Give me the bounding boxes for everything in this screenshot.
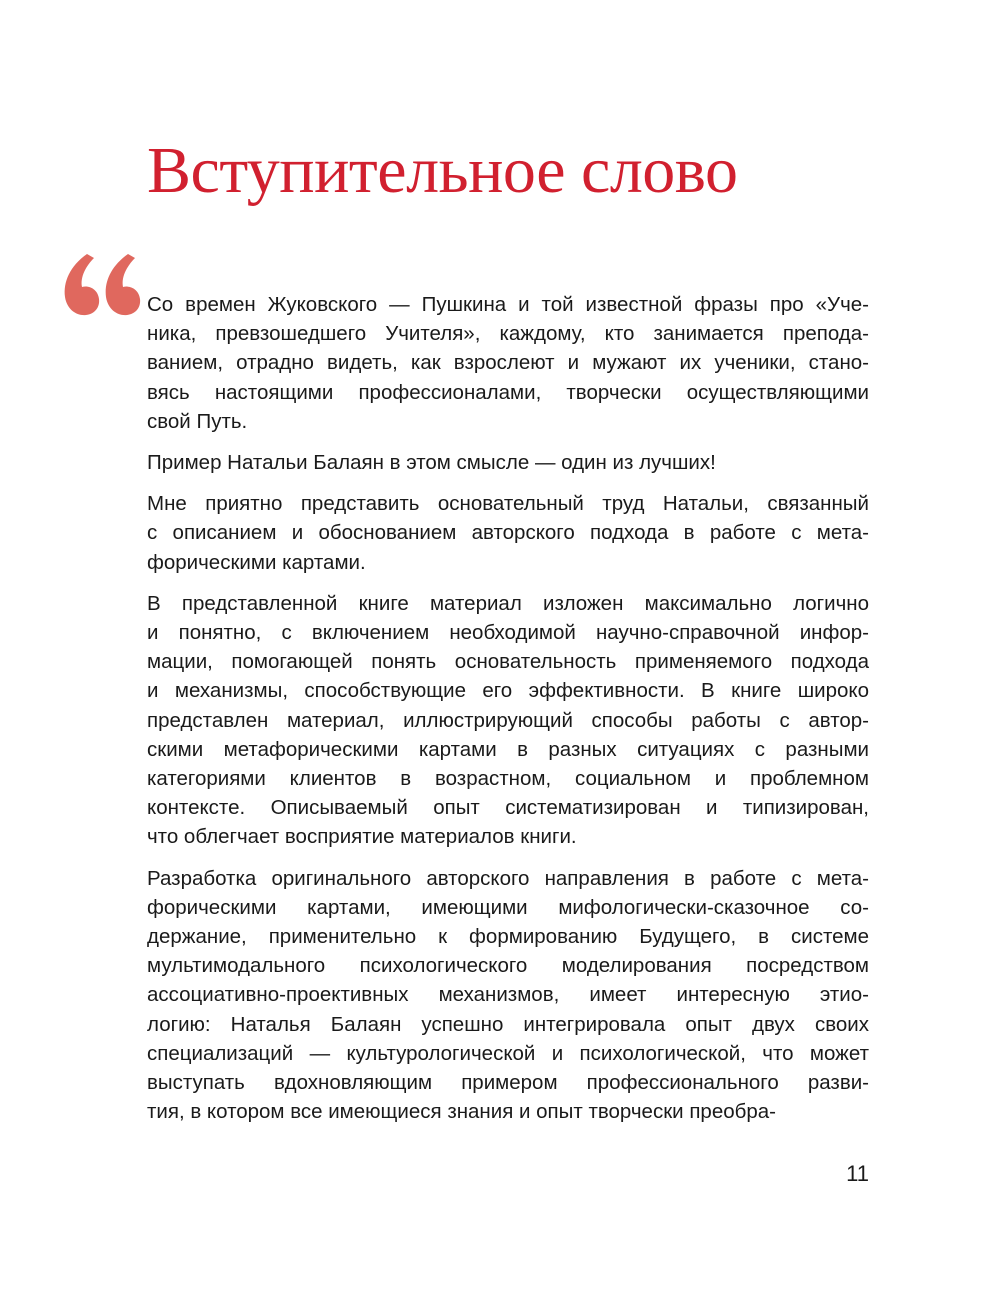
text-line: ассоциативно-проективных механизмов, имеет интересную этио- <box>147 983 869 1007</box>
text-line: Пример Натальи Балаян в этом смысле — один из лучших! <box>147 451 716 475</box>
text-line: держание, применительно к формированию Будущего, в системе <box>147 925 869 949</box>
text-line: ванием, отрадно видеть, как взрослеют и мужают их ученики, стано- <box>147 351 869 375</box>
opening-quote-mark-icon <box>60 252 150 322</box>
text-line: В представленной книге материал изложен максимально логично <box>147 591 869 615</box>
page-number: 11 <box>846 1161 869 1186</box>
text-line: Разработка оригинального авторского направления в работе с мета- <box>147 866 869 890</box>
text-line: выступать вдохновляющим примером профессионального разви- <box>147 1071 869 1095</box>
text-line: форическими картами. <box>147 550 366 574</box>
text-line: категориями клиентов в возрастном, социальном и проблемном <box>147 767 869 791</box>
text-line: Со времен Жуковского — Пушкина и той известной фразы про «Уче- <box>147 293 869 316</box>
paragraph <box>147 290 869 436</box>
paragraph <box>147 864 869 1127</box>
text-line: мультимодального психологического моделирования посредством <box>147 954 869 978</box>
text-line: и понятно, с включением необходимой научно-справочной инфор- <box>147 621 869 645</box>
text-line: ника, превзошедшего Учителя», каждому, кто занимается препода- <box>147 322 869 346</box>
text-line: и механизмы, способствующие его эффективности. В книге широко <box>147 679 869 703</box>
text-line: форическими картами, имеющими мифологически-сказочное со- <box>147 895 869 919</box>
text-line: Мне приятно представить основательный труд Натальи, связанный <box>147 492 869 516</box>
text-line: представлен материал, иллюстрирующий способы работы с автор- <box>147 708 869 732</box>
text-line: тия, в котором все имеющиеся знания и опыт творчески преобра- <box>147 1100 776 1124</box>
text-line: с описанием и обоснованием авторского подхода в работе с мета- <box>147 521 869 545</box>
text-line: специализаций — культурологической и психологической, что может <box>147 1041 869 1065</box>
paragraph <box>147 448 869 477</box>
paragraph <box>147 589 869 852</box>
text-line: скими метафорическими картами в разных ситуациях с разными <box>147 737 869 761</box>
chapter-title: Вступительное слово <box>147 134 738 207</box>
text-line: контексте. Описываемый опыт систематизирован и типизирован, <box>147 796 869 820</box>
body-text <box>147 290 869 1138</box>
text-line: что облегчает восприятие материалов книги. <box>147 825 577 849</box>
text-line: логию: Наталья Балаян успешно интегрировала опыт двух своих <box>147 1012 869 1036</box>
text-line: вясь настоящими профессионалами, творчески осуществляющими <box>147 380 869 404</box>
text-line: мации, помогающей понять основательность применяемого подхода <box>147 650 869 674</box>
paragraph <box>147 489 869 577</box>
text-line: свой Путь. <box>147 409 248 433</box>
